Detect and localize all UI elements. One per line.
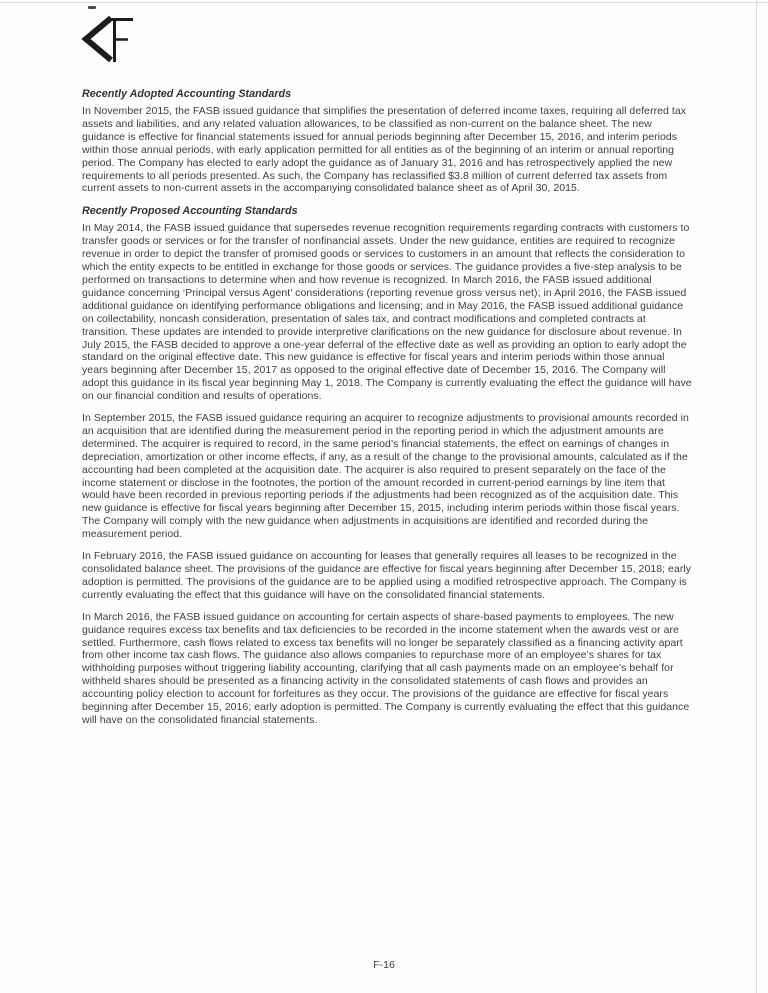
scan-edge-top <box>0 2 768 3</box>
page-footer <box>0 955 768 973</box>
paragraph-february-2016: In February 2016, the FASB issued guidance on accounting for leases that generally requires all leases to be recognized in the consolidated balance sheet. The provisions of the guidance are effective for fiscal years beginning after December 15, 2018; early adoption is permitted. The provisions of the guidance are to be applied using a modified retrospective approach. The Company is currently evaluating the effect that this guidance will have on the consolidated financial statements. <box>82 550 692 601</box>
section-heading-recently-proposed: Recently Proposed Accounting Standards <box>82 205 298 218</box>
page-number: F-16 <box>373 959 395 971</box>
scan-artifact <box>88 6 96 9</box>
paragraph-september-2015: In September 2015, the FASB issued guidance requiring an acquirer to recognize adjustments to provisional amounts recorded in an acquisition that are identified during the measurement period in the reporting period in which the adjustment amounts are determined. The acquirer is required to record, in the same period’s financial statements, the effect on earnings of changes in depreciation, amortization or other income effects, if any, as a result of the change to the provisional amounts, calculated as if the accounting had been completed at the acquisition date. The acquirer is also required to present separately on the face of the income statement or disclose in the footnotes, the portion of the amount recorded in current-period earnings by line item that would have been recorded in previous reporting periods if the adjustments had been recognized as of the acquisition date. This new guidance is effective for fiscal years beginning after December 15, 2015, including interim periods within those fiscal years. The Company will comply with the new guidance when adjustments in acquisitions are identified and recorded during the measurement period. <box>82 412 689 541</box>
paragraph-november-2015: In November 2015, the FASB issued guidance that simplifies the presentation of deferred income taxes, requiring all deferred tax assets and liabilities, and any related valuation allowances, to be classified as non-current on the balance sheet. The new guidance is effective for financial statements issued for annual periods beginning after December 15, 2016, and interim periods within those annual periods, with early application permitted for all entities as of the beginning of an interim or annual reporting period. The Company has elected to early adopt the guidance as of January 31, 2016 and has retrospectively applied the new requirements to all periods presented. As such, the Company has reclassified $3.8 million of current deferred tax assets from current assets to non-current assets in the accompanying consolidated balance sheet as of April 30, 2015. <box>82 105 687 195</box>
paragraph-may-2014: In May 2014, the FASB issued guidance that supersedes revenue recognition requirements regarding contracts with customers to transfer goods or services or for the transfer of nonfinancial assets. Under the new guidance, entities are required to recognize revenue in order to depict the transfer of promised goods or services to customers in an amount that reflects the consideration to which the entity expects to be entitled in exchange for those goods or services. The guidance provides a five-step analysis to be performed on transactions to determine when and how revenue is recognized. In March 2016, the FASB issued additional guidance concerning ‘Principal versus Agent’ considerations (reporting revenue gross versus net); in April 2016, the FASB issued additional guidance on identifying performance obligations and licensing; and in May 2016, the FASB issued additional guidance on collectability, noncash consideration, presentation of sales tax, and contract modifications and completed contracts at transition. These updates are intended to provide interpretive clarifications on the new guidance for disclosure about revenue. In July 2015, the FASB decided to approve a one-year deferral of the effective date as well as providing an option to early adopt the standard on the original effective date. This new guidance is effective for fiscal years and interim periods within those annual years beginning after December 15, 2017 as opposed to the original effective date of December 15, 2016. The Company will adopt this guidance in its fiscal year beginning May 1, 2018. The Company is currently evaluating the effect the guidance will have on our financial condition and results of operations. <box>82 222 692 403</box>
section-heading-recently-adopted: Recently Adopted Accounting Standards <box>82 88 292 100</box>
korn-ferry-logo-icon <box>78 15 134 63</box>
document-body <box>82 88 693 736</box>
scan-edge-right <box>756 0 757 993</box>
paragraph-march-2016: In March 2016, the FASB issued guidance on accounting for certain aspects of share-based payments to employees. The new guidance requires excess tax benefits and tax deficiencies to be recorded in the income statement when the awards vest or are settled. Furthermore, cash flows related to excess tax benefits will no longer be separately classified as a financing activity apart from other income tax cash flows. The guidance also allows companies to repurchase more of an employee’s shares for tax withholding purposes without triggering liability accounting, clarifying that all cash payments made on an employee’s behalf for withheld shares should be presented as a financing activity in the consolidated statements of cash flows and provides an accounting policy election to account for forfeitures as they occur. The provisions of the guidance are effective for fiscal years beginning after December 15, 2016; early adoption is permitted. The Company is currently evaluating the effect that this guidance will have on the consolidated financial statements. <box>82 610 690 726</box>
